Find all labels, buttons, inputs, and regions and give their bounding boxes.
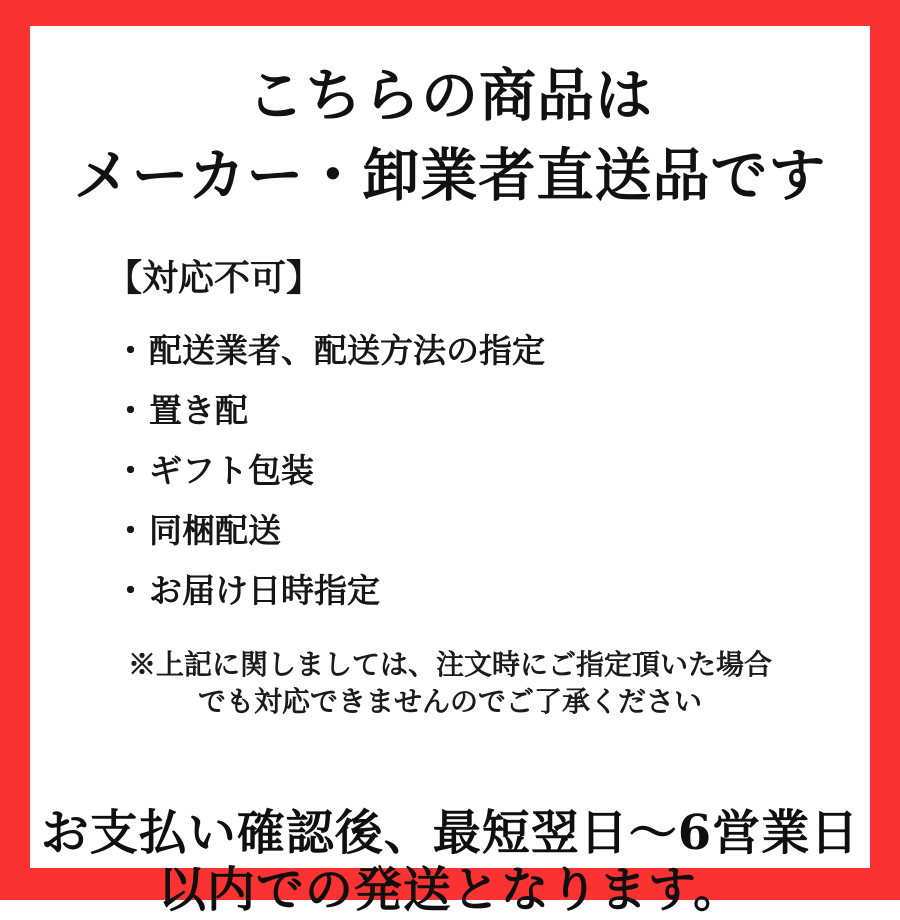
list-item-carrier [114, 331, 870, 391]
footer-line-2: 以内での発送となります。 [157, 862, 743, 919]
list-item-label: ギフト包装 [149, 450, 314, 490]
list-item-giftwrap [114, 451, 870, 511]
list-item-label: 置き配 [149, 390, 248, 430]
unsupported-list [114, 331, 870, 631]
title-line-1: こちらの商品は [247, 62, 653, 129]
shipping-time-statement [30, 805, 870, 920]
list-item-datetime [114, 571, 870, 631]
notice-title [30, 56, 870, 216]
bullet-icon: ・ [114, 390, 147, 430]
list-item-label: 配送業者、配送方法の指定 [149, 330, 545, 370]
unsupported-section-heading: 【対応不可】 [106, 256, 323, 299]
list-item-label: お届け日時指定 [149, 570, 380, 610]
bullet-icon: ・ [114, 570, 147, 610]
title-line-2: メーカー・卸業者直送品です [73, 141, 827, 209]
note-line-1: ※上記に関しましては、注文時にご指定頂いた場合 [127, 647, 772, 681]
list-item-bundled [114, 511, 870, 571]
bullet-icon: ・ [114, 330, 147, 370]
bullet-icon: ・ [114, 510, 147, 550]
disclaimer-note [30, 647, 870, 721]
notice-card [30, 26, 870, 919]
list-item-dropoff [114, 391, 870, 451]
list-item-label: 同梱配送 [149, 510, 281, 550]
footer-line-1: お支払い確認後、最短翌日〜6営業日 [40, 804, 860, 861]
bullet-icon: ・ [114, 450, 147, 490]
note-line-2: でも対応できませんのでご了承ください [197, 684, 702, 718]
